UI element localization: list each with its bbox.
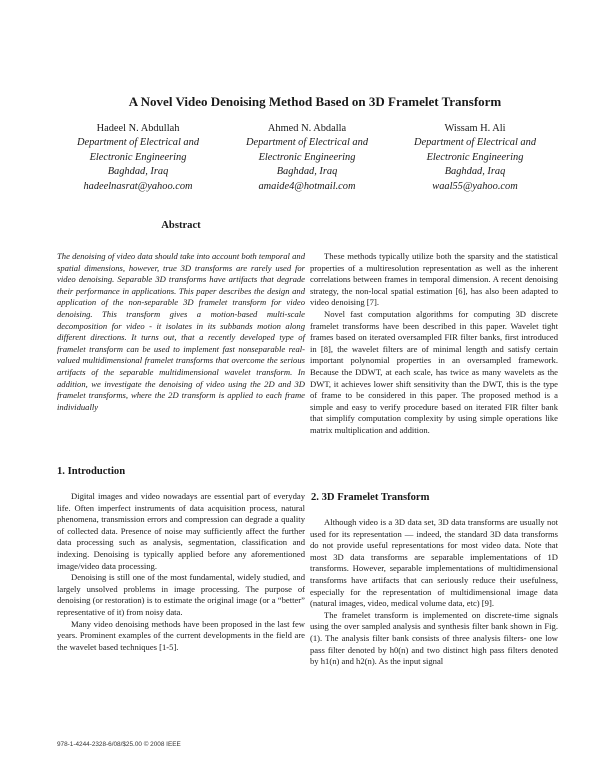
author-name: Wissam H. Ali [444,123,506,134]
author-block-2 [217,122,397,194]
author-block-1 [48,122,228,194]
paragraph: These methods typically utilize both the sparsity and the statistical properties of a multiresolution representation as well as the inherent correlations between frames in temporal dimension. A recent denoising strategy, the non-local spatial estimation [6], has also been adapted to video denoising [7]. [310,251,558,308]
author-department-line2: Electronic Engineering [89,151,187,163]
author-email: hadeelnasrat@yahoo.com [83,180,193,192]
framelet-section-body [310,517,558,668]
paragraph: Digital images and video nowadays are essential part of everyday life. Often imperfect instruments of data acquisition process, natural phenomena, transmission errors and compression can degrade a quality of collected data. Presence of noise may sufficiently affect the further data processing such as analysis, segmentation, classification and indexing. Denoising is typically applied before any aforementioned image/video data processing. [57,491,305,571]
author-city: Baghdad, Iraq [276,166,338,178]
abstract-heading: Abstract [161,220,201,231]
right-column-top [310,251,558,437]
author-block-3 [385,122,565,194]
paragraph: Although video is a 3D data set, 3D data transforms are usually not used for its representation — indeed, the standard 3D data transforms do not provide useful representations for most video data. Note that most 3D data transforms are separable implementations of 1D transforms. However, separable implementations of multidimensional transforms have artifacts that can seriously reduce their usefulness, especially for the representation of multidimensional image data (natural images, video, medical volume data, etc) [9]. [310,517,558,609]
author-department: Department of Electrical and [413,137,537,149]
paragraph: Novel fast computation algorithms for computing 3D discrete framelet transforms have been described in this paper. Wavelet tight frames based on iterated oversampled FIR filter banks, first introduced in [8], the wavelet filters are of minimal length and satisfy certain important polynomial properties in an oversampled framework. Because the DDWT, at each scale, has twice as many wavelets as the DWT, it achieves lower shift sensitivity than the DWT, this is the type of frame to be considered in this paper. The proposed method is a simple and easy to verify procedure based on iterated FIR filter bank that simplify computation complexity by using simple operations like matrix multiplication and addition. [310,308,558,435]
paragraph: The framelet transform is implemented on discrete-time signals using the over sampled analysis and synthesis filter bank shown in Fig. (1). The analysis filter bank consists of three analysis filters- one low pass filter denoted by h0(n) and two distinct high pass filters denoted by h1(n) and h2(n). As the input signal [310,609,558,667]
author-department-line2: Electronic Engineering [258,151,356,163]
paragraph: Many video denoising methods have been proposed in the last few years. Prominent examples of the current developments in the field are the wavelet based techniques [1-5]. [57,618,305,652]
paragraph: Denoising is still one of the most fundamental, widely studied, and largely unsolved problems in image processing. The purpose of denoising (or restoration) is to estimate the original image (or a “better” representative of it) from noisy data. [57,572,305,617]
author-email: waal55@yahoo.com [432,180,518,192]
paper-title: A Novel Video Denoising Method Based on 3D Framelet Transform [128,94,502,109]
author-department-line2: Electronic Engineering [426,151,524,163]
abstract-text: The denoising of video data should take into account both temporal and spatial dimensions, however, true 3D transforms are rarely used for video denoising. Separable 3D transforms have artifacts that degrade their performance in applications. This paper describes the design and application of the non-separable 3D framelet transform for video denoising. This transform gives a motion-based multi-scale decomposition for video - it isolates in its subbands motion along different directions. It turns out, that a recently developed type of framelet transform can be used to implement fast nonseparable real-valued multidimensional framelet transforms that overcome the serious artifacts of the separable multidimensional wavelet transform. In addition, we investigate the denoising of video using the 2D and 3D framelet transforms, where the 2D transform is applied to each frame individually [57,251,305,412]
introduction-body [57,491,305,653]
author-name: Hadeel N. Abdullah [96,123,180,134]
copyright-footer: 978-1-4244-2328-6/08/$25.00 © 2008 IEEE [57,741,181,748]
author-name: Ahmed N. Abdalla [267,123,347,134]
author-city: Baghdad, Iraq [444,166,506,178]
author-city: Baghdad, Iraq [107,166,169,178]
author-department: Department of Electrical and [245,137,369,149]
section-heading-framelet: 2. 3D Framelet Transform [311,492,430,503]
author-email: amaide4@hotmail.com [258,180,356,192]
author-department: Department of Electrical and [76,137,200,149]
section-heading-introduction: 1. Introduction [57,466,126,477]
